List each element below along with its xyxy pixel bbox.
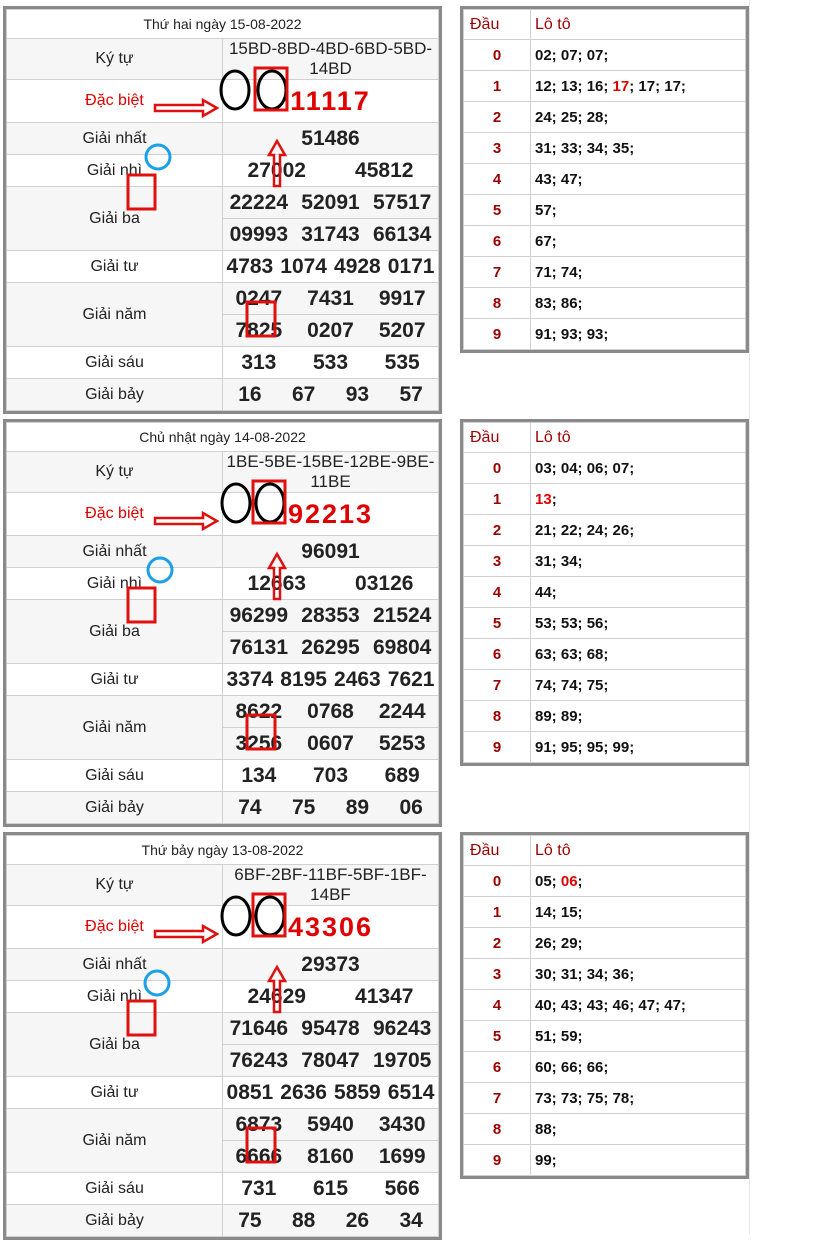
loto-row [464, 515, 746, 546]
loto-row [464, 40, 746, 71]
prize-giai-nam: 0207 [307, 318, 354, 342]
prize-giai-sau: 313 [241, 350, 277, 374]
prize-giai-sau: 535 [384, 350, 420, 374]
prize-giai-bay: 75 [238, 1208, 262, 1232]
loto-head-dau: Đầu [464, 10, 531, 40]
loto-value: 74; 74; 75; [535, 676, 609, 694]
loto-dau: 0 [464, 40, 531, 71]
prize-giai-nam: 8160 [307, 1144, 354, 1168]
loto-value: 91; 95; 95; 99; [535, 738, 635, 756]
label-giai-nhat: Giải nhất [7, 123, 223, 155]
loto-value: 03; 04; 06; 07; [535, 459, 635, 477]
loto-value: 67; [535, 232, 557, 250]
loto-row [464, 608, 746, 639]
prize-giai-bay: 57 [399, 382, 423, 406]
loto-value: 02; 07; 07; [535, 46, 609, 64]
label-dac-biet: Đặc biệt [7, 493, 223, 536]
label-giai-nhi: Giải nhì [7, 981, 223, 1013]
prize-giai-nhi: 41347 [355, 984, 414, 1008]
loto-value: 31; 33; 34; 35; [535, 139, 635, 157]
loto-dau: 3 [464, 959, 531, 990]
label-giai-ba: Giải ba [7, 600, 223, 664]
prize-giai-bay: 67 [291, 382, 316, 406]
prize-giai-nam: 9917 [378, 286, 426, 310]
page-divider [749, 0, 750, 1234]
prize-giai-nhat: 29373 [301, 952, 360, 976]
label-giai-ba: Giải ba [7, 187, 223, 251]
loto-value: ; 17; 17; [629, 77, 686, 95]
prize-giai-nam: 1699 [378, 1144, 426, 1168]
loto-row [464, 133, 746, 164]
label-giai-sau: Giải sáu [7, 760, 223, 792]
loto-value: 14; 15; [535, 903, 583, 921]
loto-dau: 1 [464, 484, 531, 515]
loto-row [464, 257, 746, 288]
loto-dau: 9 [464, 319, 531, 350]
prize-giai-nam: 6873 [235, 1112, 283, 1136]
loto-dau: 7 [464, 670, 531, 701]
loto-value: 05; [535, 872, 561, 890]
loto-dau: 7 [464, 1083, 531, 1114]
loto-row [464, 639, 746, 670]
prize-giai-tu: 8195 [280, 667, 327, 691]
label-giai-nhat: Giải nhất [7, 536, 223, 568]
loto-dau: 1 [464, 897, 531, 928]
loto-row [464, 288, 746, 319]
prize-giai-bay: 34 [399, 1208, 423, 1232]
result-table [3, 6, 442, 414]
ky-tu-code: 15BD-8BD-4BD-6BD-5BD-14BD [228, 39, 433, 78]
ky-tu-code: 6BF-2BF-11BF-5BF-1BF-14BF [234, 865, 427, 904]
prize-giai-nam: 7825 [235, 318, 283, 342]
label-giai-tu: Giải tư [7, 251, 223, 283]
loto-dau: 4 [464, 164, 531, 195]
prize-giai-ba: 28353 [301, 603, 360, 627]
prize-giai-sau: 689 [384, 763, 420, 787]
loto-row [464, 732, 746, 763]
label-dac-biet: Đặc biệt [7, 906, 223, 949]
prize-giai-sau: 566 [384, 1176, 420, 1200]
loto-dau: 0 [464, 866, 531, 897]
loto-dau: 8 [464, 1114, 531, 1145]
prize-giai-tu: 4783 [226, 254, 274, 278]
label-dac-biet: Đặc biệt [7, 80, 223, 123]
prize-giai-bay: 06 [399, 795, 423, 819]
prize-giai-sau: 703 [312, 763, 349, 787]
prize-giai-ba: 76131 [229, 635, 289, 659]
loto-row [464, 928, 746, 959]
loto-value: 60; 66; 66; [535, 1058, 609, 1076]
loto-table [460, 832, 749, 1179]
loto-row [464, 1145, 746, 1176]
prize-giai-bay: 74 [238, 795, 262, 819]
loto-row [464, 546, 746, 577]
prize-giai-nam: 3256 [235, 731, 283, 755]
prize-giai-ba: 09993 [229, 222, 289, 246]
loto-row [464, 897, 746, 928]
loto-row [464, 102, 746, 133]
prize-giai-nam: 5207 [378, 318, 426, 342]
loto-dau: 9 [464, 1145, 531, 1176]
loto-row [464, 1083, 746, 1114]
loto-value: 57; [535, 201, 557, 219]
loto-row [464, 195, 746, 226]
prize-giai-tu: 2636 [280, 1080, 327, 1104]
prize-giai-nhat: 96091 [301, 539, 360, 563]
loto-value: 31; 34; [535, 552, 583, 570]
loto-value: 89; 89; [535, 707, 583, 725]
loto-value: 73; 73; 75; 78; [535, 1089, 635, 1107]
prize-giai-nam: 5940 [307, 1112, 354, 1136]
loto-row [464, 484, 746, 515]
loto-value: 13 [535, 490, 552, 508]
loto-head-loto: Lô tô [531, 10, 746, 40]
prize-giai-ba: 66134 [372, 222, 432, 246]
loto-value: ; [551, 490, 557, 508]
prize-giai-ba: 52091 [301, 190, 360, 214]
prize-giai-ba: 22224 [229, 190, 289, 214]
loto-row [464, 1052, 746, 1083]
prize-giai-tu: 4928 [334, 254, 381, 278]
label-giai-sau: Giải sáu [7, 347, 223, 379]
loto-dau: 1 [464, 71, 531, 102]
loto-dau: 2 [464, 515, 531, 546]
label-giai-bay: Giải bảy [7, 1205, 223, 1237]
loto-value: 91; 93; 93; [535, 325, 609, 343]
loto-value: 06 [560, 872, 578, 890]
loto-head-dau: Đầu [464, 836, 531, 866]
loto-dau: 5 [464, 1021, 531, 1052]
prize-giai-bay: 93 [345, 382, 370, 406]
draw-date: Thứ hai ngày 15-08-2022 [7, 10, 439, 39]
loto-row [464, 577, 746, 608]
prize-giai-nam: 0768 [307, 699, 354, 723]
loto-row [464, 959, 746, 990]
loto-value: 83; 86; [535, 294, 583, 312]
prize-giai-bay: 26 [345, 1208, 370, 1232]
prize-giai-tu: 0171 [387, 254, 435, 278]
prize-giai-nhi: 45812 [355, 158, 414, 182]
ky-tu-code: 1BE-5BE-15BE-12BE-9BE-11BE [226, 452, 435, 491]
loto-row [464, 990, 746, 1021]
loto-value: 44; [535, 583, 557, 601]
prize-giai-tu: 1074 [280, 254, 327, 278]
prize-giai-nam: 0607 [307, 731, 354, 755]
prize-giai-nhi: 27002 [247, 158, 306, 182]
prize-giai-nam: 5253 [378, 731, 426, 755]
prize-giai-ba: 96299 [229, 603, 289, 627]
prize-giai-nam: 8622 [235, 699, 283, 723]
loto-value: 43; 47; [535, 170, 583, 188]
prize-giai-sau: 134 [241, 763, 277, 787]
loto-value: 17 [612, 77, 630, 95]
loto-value: 24; 25; 28; [535, 108, 609, 126]
loto-dau: 4 [464, 577, 531, 608]
prize-giai-ba: 19705 [372, 1048, 432, 1072]
prize-giai-sau: 731 [241, 1176, 277, 1200]
label-giai-nam: Giải năm [7, 283, 223, 347]
prize-giai-nam: 7431 [307, 286, 354, 310]
label-giai-nhat: Giải nhất [7, 949, 223, 981]
prize-dac-biet: 11117 [290, 86, 371, 116]
loto-value: 53; 53; 56; [535, 614, 609, 632]
prize-giai-tu: 2463 [334, 667, 381, 691]
loto-value: 63; 63; 68; [535, 645, 609, 663]
prize-giai-bay: 88 [291, 1208, 316, 1232]
loto-row [464, 164, 746, 195]
prize-giai-bay: 89 [345, 795, 370, 819]
prize-giai-ba: 76243 [229, 1048, 289, 1072]
draw-date: Chủ nhật ngày 14-08-2022 [7, 423, 439, 452]
prize-giai-ba: 31743 [301, 222, 360, 246]
prize-giai-nhi: 24629 [247, 984, 306, 1008]
label-ky-tu: Ký tự [7, 39, 223, 80]
prize-giai-ba: 96243 [372, 1016, 432, 1040]
loto-row [464, 319, 746, 350]
prize-giai-nam: 3430 [378, 1112, 426, 1136]
prize-giai-nam: 0247 [235, 286, 283, 310]
loto-value: 99; [535, 1151, 557, 1169]
label-giai-sau: Giải sáu [7, 1173, 223, 1205]
loto-row [464, 866, 746, 897]
loto-value: 88; [535, 1120, 557, 1138]
loto-value: 12; 13; 16; [535, 77, 613, 95]
loto-table [460, 419, 749, 766]
loto-dau: 6 [464, 226, 531, 257]
label-giai-nam: Giải năm [7, 696, 223, 760]
label-giai-tu: Giải tư [7, 1077, 223, 1109]
label-giai-bay: Giải bảy [7, 792, 223, 824]
prize-giai-tu: 3374 [226, 667, 274, 691]
loto-dau: 8 [464, 701, 531, 732]
prize-giai-bay: 16 [238, 382, 262, 406]
label-ky-tu: Ký tự [7, 452, 223, 493]
prize-giai-tu: 0851 [226, 1080, 274, 1104]
loto-value: 51; 59; [535, 1027, 583, 1045]
loto-row [464, 71, 746, 102]
prize-giai-ba: 78047 [301, 1048, 360, 1072]
label-giai-nhi: Giải nhì [7, 155, 223, 187]
loto-table [460, 6, 749, 353]
prize-dac-biet: 92213 [287, 499, 374, 529]
prize-giai-nam: 6666 [235, 1144, 283, 1168]
prize-giai-nhi: 03126 [355, 571, 414, 595]
loto-dau: 2 [464, 102, 531, 133]
loto-dau: 4 [464, 990, 531, 1021]
prize-giai-ba: 71646 [229, 1016, 289, 1040]
loto-row [464, 1114, 746, 1145]
loto-dau: 9 [464, 732, 531, 763]
label-ky-tu: Ký tự [7, 865, 223, 906]
loto-head-loto: Lô tô [531, 423, 746, 453]
loto-row [464, 1021, 746, 1052]
loto-row [464, 226, 746, 257]
prize-giai-ba: 95478 [301, 1016, 360, 1040]
loto-dau: 0 [464, 453, 531, 484]
loto-dau: 6 [464, 1052, 531, 1083]
prize-dac-biet: 43306 [287, 912, 374, 942]
loto-dau: 3 [464, 546, 531, 577]
prize-giai-tu: 6514 [387, 1080, 435, 1104]
loto-head-loto: Lô tô [531, 836, 746, 866]
label-giai-ba: Giải ba [7, 1013, 223, 1077]
loto-value: 26; 29; [535, 934, 583, 952]
loto-head-dau: Đầu [464, 423, 531, 453]
loto-value: 71; 74; [535, 263, 583, 281]
loto-dau: 5 [464, 195, 531, 226]
loto-value: 30; 31; 34; 36; [535, 965, 635, 983]
loto-dau: 5 [464, 608, 531, 639]
loto-dau: 8 [464, 288, 531, 319]
loto-value: ; [577, 872, 583, 890]
prize-giai-tu: 5859 [334, 1080, 381, 1104]
loto-dau: 7 [464, 257, 531, 288]
prize-giai-nhi: 12663 [247, 571, 306, 595]
prize-giai-tu: 7621 [387, 667, 435, 691]
result-table [3, 832, 442, 1240]
result-table [3, 419, 442, 827]
loto-row [464, 670, 746, 701]
label-giai-bay: Giải bảy [7, 379, 223, 411]
loto-dau: 2 [464, 928, 531, 959]
prize-giai-ba: 57517 [372, 190, 432, 214]
prize-giai-bay: 75 [291, 795, 316, 819]
prize-giai-ba: 26295 [301, 635, 360, 659]
label-giai-tu: Giải tư [7, 664, 223, 696]
loto-dau: 6 [464, 639, 531, 670]
label-giai-nam: Giải năm [7, 1109, 223, 1173]
loto-value: 21; 22; 24; 26; [535, 521, 635, 539]
draw-date: Thứ bảy ngày 13-08-2022 [7, 836, 439, 865]
prize-giai-sau: 615 [312, 1176, 349, 1200]
loto-row [464, 701, 746, 732]
label-giai-nhi: Giải nhì [7, 568, 223, 600]
loto-dau: 3 [464, 133, 531, 164]
loto-row [464, 453, 746, 484]
prize-giai-nam: 2244 [378, 699, 426, 723]
prize-giai-ba: 69804 [372, 635, 432, 659]
loto-value: 40; 43; 43; 46; 47; 47; [535, 996, 686, 1014]
prize-giai-sau: 533 [312, 350, 349, 374]
prize-giai-nhat: 51486 [301, 126, 360, 150]
prize-giai-ba: 21524 [372, 603, 432, 627]
